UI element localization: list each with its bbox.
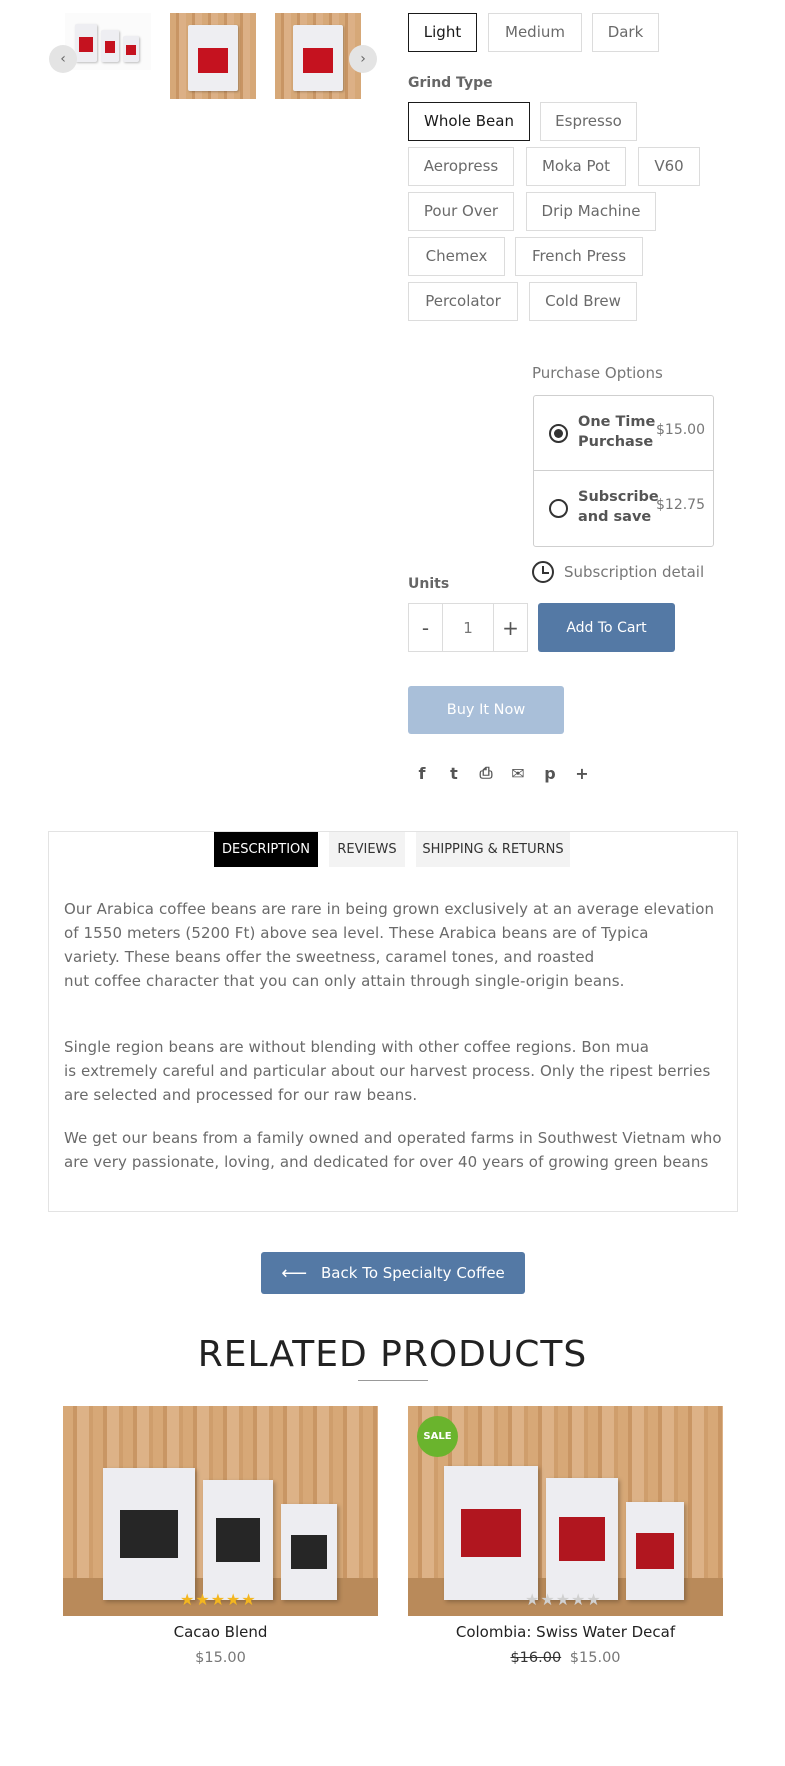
description-line: Single region beans are without blending with other coffee regions. Bon mua [64,1038,650,1056]
rating-stars-icon: ★★★★★ [525,1590,602,1609]
description-line: of 1550 meters (5200 Ft) above sea level. These Arabica beans are of Typica [64,924,649,942]
buy-it-now-button[interactable]: Buy It Now [408,686,564,734]
add-to-cart-button[interactable]: Add To Cart [538,603,675,652]
sale-badge: SALE [417,1416,458,1457]
radio-unselected-icon[interactable] [549,499,568,518]
print-icon[interactable]: ⎙ [479,763,493,782]
grind-option-french-press[interactable]: French Press [515,237,643,276]
tab-reviews[interactable]: REVIEWS [329,832,405,867]
clock-icon [532,561,554,583]
purchase-options-box [533,395,714,547]
description-line: are selected and processed for our raw beans. [64,1086,418,1104]
description-line: We get our beans from a family owned and operated farms in Southwest Vietnam who [64,1129,722,1147]
roast-option-light[interactable]: Light [408,13,477,52]
grind-option-espresso[interactable]: Espresso [540,102,637,141]
back-to-collection-button[interactable] [261,1252,525,1294]
quantity-increase-button[interactable]: + [502,615,519,640]
grind-option-moka-pot[interactable]: Moka Pot [526,147,626,186]
arrow-left-icon: ⟵ [281,1262,308,1284]
subscribe-and-save-option[interactable] [534,471,713,546]
purchase-option-price: $15.00 [656,422,705,438]
subscription-detail-text: Subscription detail [564,563,705,581]
roast-option-medium[interactable]: Medium [488,13,582,52]
one-time-purchase-option[interactable] [534,396,713,471]
grind-option-v60[interactable]: V60 [638,147,700,186]
quantity-decrease-button[interactable]: - [421,615,430,640]
description-line: variety. These beans offer the sweetness, caramel tones, and roasted [64,948,595,966]
tab-description[interactable]: DESCRIPTION [214,832,318,867]
title-divider [358,1380,428,1381]
purchase-option-name: Subscribe and save [578,489,659,525]
grind-option-chemex[interactable]: Chemex [408,237,505,276]
product-name[interactable]: Colombia: Swiss Water Decaf [455,1623,676,1641]
grind-type-label: Grind Type [408,75,493,91]
chevron-right-icon[interactable]: › [349,45,377,73]
grind-option-aeropress[interactable]: Aeropress [408,147,514,186]
grind-option-cold-brew[interactable]: Cold Brew [529,282,637,321]
back-button-label: Back To Specialty Coffee [321,1264,505,1282]
product-thumbnail-1[interactable] [65,13,151,70]
product-price [63,1650,378,1666]
subscription-detail-link[interactable] [532,560,704,584]
purchase-options-title: Purchase Options [532,364,663,382]
product-thumbnail-2[interactable] [170,13,256,99]
quantity-stepper [408,603,528,652]
twitter-icon[interactable]: t [450,763,458,783]
more-icon[interactable]: + [575,763,589,783]
units-label: Units [408,576,450,592]
purchase-option-name: One Time Purchase [578,414,656,450]
product-thumbnail-3[interactable] [275,13,361,99]
description-paragraph-2 [64,1035,724,1107]
description-line: are very passionate, loving, and dedicated for over 40 years of growing green beans [64,1153,709,1171]
product-image-cacao-blend[interactable] [63,1406,378,1616]
tab-shipping-returns[interactable]: SHIPPING & RETURNS [416,832,570,867]
facebook-icon[interactable]: f [418,763,426,783]
grind-option-whole-bean[interactable]: Whole Bean [408,102,530,141]
grind-option-pour-over[interactable]: Pour Over [408,192,514,231]
rating-stars-icon: ★★★★★ [180,1590,257,1609]
original-price: $16.00 [510,1650,562,1666]
email-icon[interactable]: ✉ [511,763,525,783]
description-paragraph-1 [64,897,724,993]
product-price [408,1650,723,1666]
grind-option-drip-machine[interactable]: Drip Machine [526,192,656,231]
description-line: is extremely careful and particular about our harvest process. Only the ripest berries [64,1062,711,1080]
current-price: $15.00 [195,1650,246,1666]
related-products-title: RELATED PRODUCTS [197,1334,588,1375]
description-line: nut coffee character that you can only attain through single-origin beans. [64,972,625,990]
radio-selected-icon[interactable] [549,424,568,443]
purchase-option-price: $12.75 [656,497,705,513]
roast-option-dark[interactable]: Dark [592,13,659,52]
product-name[interactable]: Cacao Blend [173,1623,268,1641]
description-paragraph-3 [64,1126,724,1174]
chevron-left-icon[interactable]: ‹ [49,45,77,73]
pinterest-icon[interactable]: p [544,763,556,783]
quantity-input[interactable]: 1 [442,604,494,651]
description-line: Our Arabica coffee beans are rare in being grown exclusively at an average elevation [64,900,715,918]
grind-option-percolator[interactable]: Percolator [408,282,518,321]
current-price: $15.00 [569,1650,621,1666]
